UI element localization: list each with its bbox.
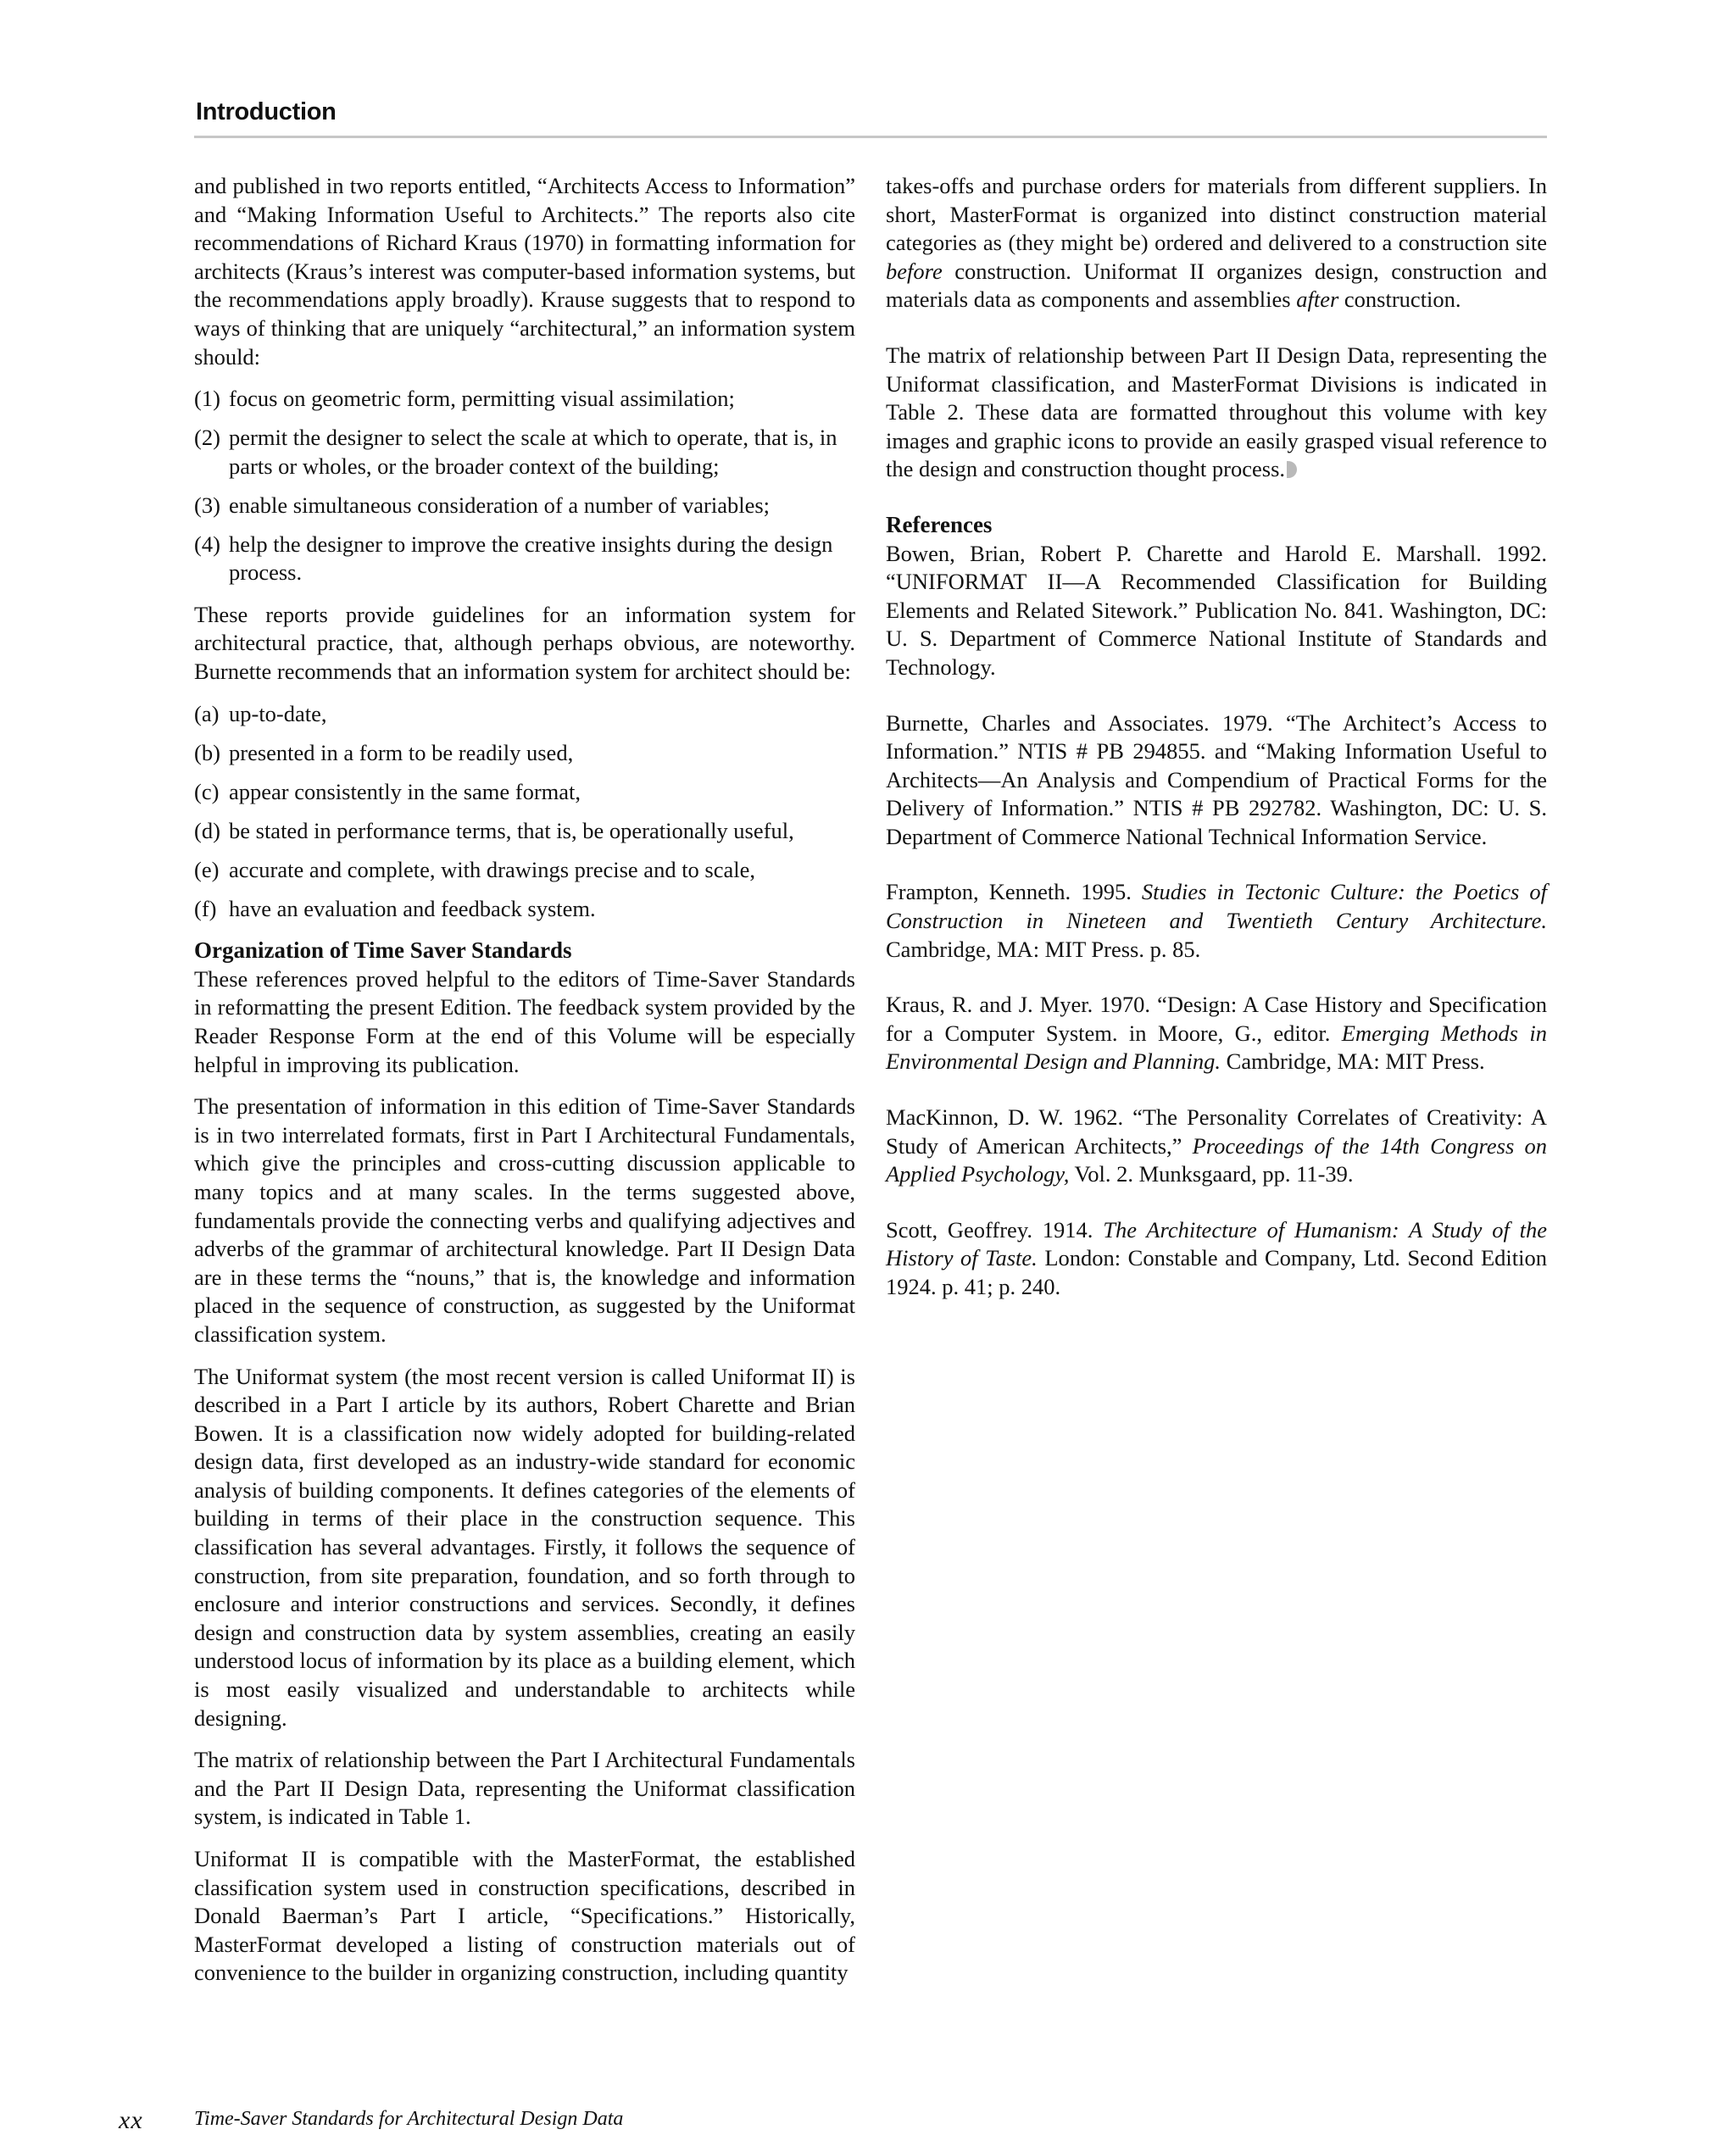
text-run: construction. Uniformat II organizes design, construction and materials data as components and assemblies <box>886 258 1547 313</box>
references-heading: References <box>886 511 993 537</box>
reference-entry <box>886 1104 1547 1189</box>
list-text: have an evaluation and feedback system. <box>229 895 596 921</box>
list-marker: (d) <box>194 817 220 843</box>
reference-entry <box>886 991 1547 1076</box>
list-text: accurate and complete, with drawings precise and to scale, <box>229 856 756 882</box>
list-item <box>194 700 855 729</box>
list-marker: (b) <box>194 739 220 765</box>
text-run: takes-offs and purchase orders for materials from different suppliers. In short, MasterFormat is organized into distinct construction material categories as (they might be) ordered and delivered to a construction site <box>886 173 1547 256</box>
emphasis: Studies in Tectonic Culture: the Poetics of Construction in Nineteen and Twentieth Century Architecture. <box>886 879 1548 934</box>
list-marker: (e) <box>194 856 220 882</box>
emphasis: Proceedings of the 14th Congress on Applied Psychology, <box>886 1132 1547 1187</box>
text-run: The matrix of relationship between Part II Design Data, representing the Uniformat classification, and MasterFormat Divisions is indicated in Table 2. These data are formatted throughout this volume with key images and graphic icons to provide an easily grasped visual reference to the design and construction thought process. <box>886 342 1547 482</box>
reference-entry <box>886 878 1547 964</box>
list-text: enable simultaneous consideration of a number of variables; <box>229 492 771 518</box>
section-title: Introduction <box>196 98 337 125</box>
list-item <box>194 856 855 885</box>
list-item <box>194 739 855 768</box>
reference-entry <box>886 1216 1547 1302</box>
lettered-list <box>194 700 855 924</box>
text-run: construction. <box>1338 286 1461 313</box>
list-item <box>194 424 855 481</box>
running-footer-title: Time-Saver Standards for Architectural Design Data <box>194 2108 624 2130</box>
list-marker: (3) <box>194 492 220 518</box>
paragraph <box>886 342 1547 484</box>
reference-entry: Bowen, Brian, Robert P. Charette and Harold E. Marshall. 1992. “UNIFORMAT II—A Recommended Classification for Building Elements and Related Sitework.” Publication No. 841. Washington, DC: U. S. Department of Commerce National Institute of Standards and Technology. <box>886 540 1547 680</box>
text-run: Vol. 2. Munksgaard, pp. 11-39. <box>1069 1161 1354 1187</box>
list-item <box>194 531 855 587</box>
text-run: Frampton, Kenneth. 1995. <box>886 879 1142 905</box>
list-item <box>194 778 855 807</box>
paragraph: The presentation of information in this edition of Time-Saver Standards is in two interrelated formats, first in Part I Architectural Fundamentals, which give the principles and cross-cutting discussion applicable to many topics and at many scales. In the terms suggested above, fundamentals provide the connecting verbs and qualifying adjectives and adverbs of the grammar of architectural knowledge. Part II Design Data are in these terms the “nouns,” that is, the knowledge and information placed in the sequence of construction, as suggested by the Uniformat classification system. <box>194 1093 855 1347</box>
emphasis: after <box>1296 286 1339 313</box>
emphasis: The Architecture of Humanism: A Study of the History of Taste. <box>886 1216 1547 1271</box>
section-heading: Organization of Time Saver Standards <box>194 937 572 964</box>
emphasis: before <box>886 258 943 284</box>
left-column <box>194 172 855 2001</box>
list-item <box>194 492 855 520</box>
right-column <box>886 172 1547 1329</box>
text-run: London: Constable and Company, Ltd. Second Edition 1924. p. 41; p. 240. <box>886 1245 1547 1299</box>
paragraph: These references proved helpful to the editors of Time-Saver Standards in reformatting the present Edition. The feedback system provided by the Reader Response Form at the end of this Volume will be especially helpful in improving its publication. <box>194 965 855 1077</box>
paragraph: These reports provide guidelines for an information system for architectural practice, that, although perhaps obvious, are noteworthy. Burnette recommends that an information system for architect should be: <box>194 601 855 685</box>
text-run: Cambridge, MA: MIT Press. p. 85. <box>886 936 1201 962</box>
list-text: up-to-date, <box>229 700 327 726</box>
list-text: help the designer to improve the creative insights during the design process. <box>229 531 833 586</box>
list-marker: (2) <box>194 425 220 451</box>
numbered-list <box>194 385 855 587</box>
paragraph: Uniformat II is compatible with the MasterFormat, the established classification system used in construction specifications, described in Donald Baerman’s Part I article, “Specifications.” Historically, MasterFormat developed a listing of construction materials out of convenience to the builder in organizing construction, including quantity <box>194 1846 855 1986</box>
list-marker: (4) <box>194 531 220 557</box>
reference-entry: Burnette, Charles and Associates. 1979. “The Architect’s Access to Information.” NTIS # PB 294855. and “Making Information Useful to Architects—An Analysis and Compendium of Practical Forms for the Delivery of Information.” NTIS # PB 292782. Washington, DC: U. S. Department of Commerce National Technical Information Service. <box>886 709 1547 849</box>
paragraph: and published in two reports entitled, “Architects Access to Information” and “Making Information Useful to Architects.” The reports also cite recommendations of Richard Kraus (1970) in formatting information for architects (Kraus’s interest was computer-based information systems, but the recommendations apply broadly). Krause suggests that to respond to ways of thinking that are uniquely “architectural,” an information system should: <box>194 173 855 370</box>
text-run: Kraus, R. and J. Myer. 1970. “Design: A Case History and Specification for a Computer System. in Moore, G., editor. <box>886 992 1547 1046</box>
paragraph: The Uniformat system (the most recent version is called Uniformat II) is described in a Part I article by its authors, Robert Charette and Brian Bowen. It is a classification now widely adopted for building-related design data, first developed as an industry-wide standard for economic analysis of building components. It defines categories of the elements of building in terms of their place in the construction sequence. This classification has several advantages. Firstly, it follows the sequence of construction, from site preparation, foundation, and so forth through to enclosure and interior constructions and services. Secondly, it defines design and construction data by system assemblies, creating an easily understood locus of information by its place as a building element, which is most easily visualized and understandable to architects while designing. <box>194 1363 855 1731</box>
list-item <box>194 895 855 924</box>
list-marker: (c) <box>194 778 220 804</box>
list-text: appear consistently in the same format, <box>229 778 581 804</box>
paragraph: The matrix of relationship between the Part I Architectural Fundamentals and the Part II Design Data, representing the Uniformat classification system, is indicated in Table 1. <box>194 1747 855 1830</box>
list-item <box>194 817 855 846</box>
list-text: be stated in performance terms, that is, be operationally useful, <box>229 817 794 843</box>
list-item <box>194 385 855 414</box>
emphasis: Emerging Methods in Environmental Design and Planning. <box>886 1020 1548 1075</box>
list-text: focus on geometric form, permitting visual assimilation; <box>229 386 735 412</box>
list-marker: (a) <box>194 700 220 726</box>
paragraph <box>886 172 1547 314</box>
end-of-article-mark-icon <box>1287 461 1297 478</box>
running-header <box>194 95 1547 138</box>
list-text: presented in a form to be readily used, <box>229 739 574 765</box>
list-marker: (f) <box>194 895 217 921</box>
list-text: permit the designer to select the scale at which to operate, that is, in parts or wholes, or the broader context of the building; <box>229 425 837 479</box>
text-run: Cambridge, MA: MIT Press. <box>1221 1048 1485 1075</box>
text-run: Scott, Geoffrey. 1914. <box>886 1216 1104 1243</box>
list-marker: (1) <box>194 386 220 412</box>
page-number: xx <box>119 2106 143 2134</box>
text-run: MacKinnon, D. W. 1962. “The Personality Correlates of Creativity: A Study of American Architects,” <box>886 1104 1547 1159</box>
